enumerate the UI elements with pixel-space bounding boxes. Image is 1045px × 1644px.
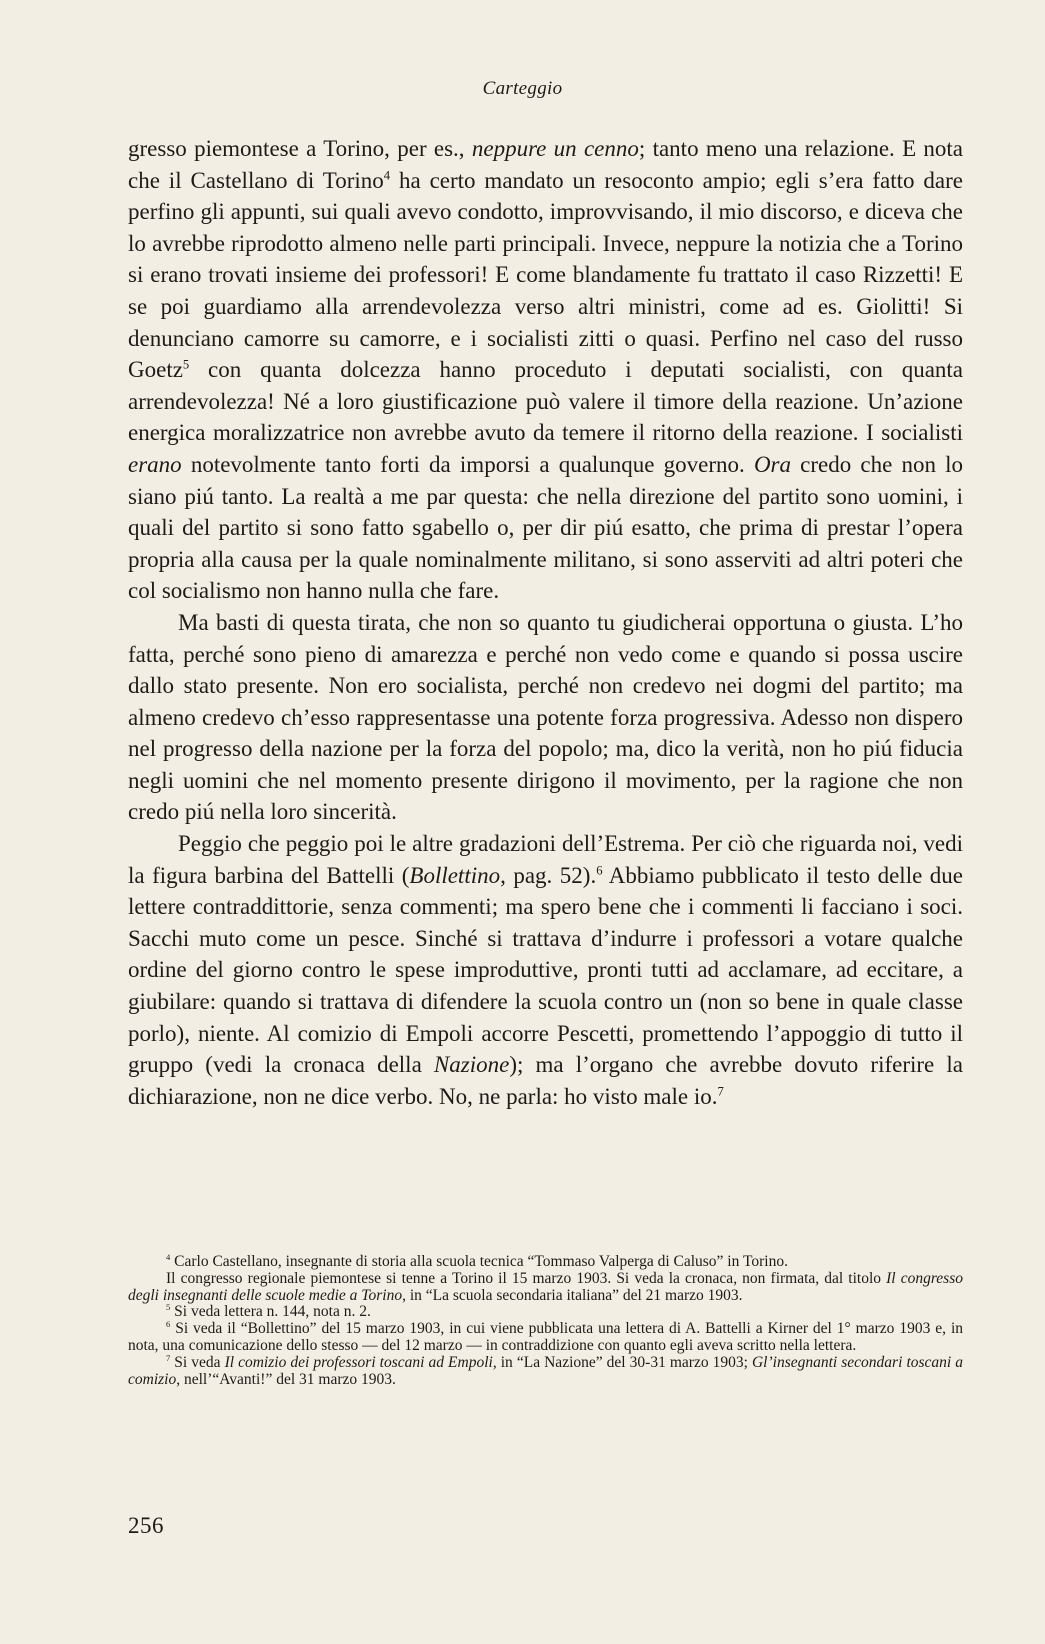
page-number: 256 [128,1513,164,1538]
footnote-mark: 5 [166,1302,171,1313]
footnote-text: , in “La Nazione” del 30-31 marzo 1903; [492,1353,752,1371]
italic-run: Ora [753,451,791,477]
footnote-5 [128,1304,963,1321]
text-run: Abbiamo pubblicato il testo delle due lettere contraddittorie, senza commenti; ma spero bene che i commenti li facciano i soci. Sacchi muto come un pesce. Sinché si trattava d’indurre i professori a votare qualche ordine del giorno contro le spese improduttive, pronti tutti ad acclamare, ad eccitare, a giubilare: quando si trattava di difendere la scuola contro un (non so bene in quale classe porlo), niente. Al comizio di Empoli accorre Pescetti, promettendo l’appoggio di tutto il gruppo (vedi la cronaca della [128,862,963,1078]
footnote-ref-6: 6 [596,863,603,877]
footnote-6 [128,1321,963,1355]
footnote-italic: Gl’insegnanti secondari toscani a comizio [128,1353,964,1388]
italic-run: Nazione [433,1052,510,1078]
footnote-ref-7: 7 [717,1084,724,1099]
footnote-italic: Il comizio dei professori toscani ad Empoli [224,1353,493,1371]
italic-run: Bollettino [409,862,501,888]
footnote-text: Si veda [170,1353,225,1371]
body-text [128,133,963,1112]
text-run: , pag. 52). [500,862,597,888]
footnote-text: , nell’“Avanti!” del 31 marzo 1903. [176,1370,396,1388]
running-head: Carteggio [482,78,563,99]
footnote-text: Si veda lettera n. 144, nota n. 2. [170,1303,371,1321]
footnote-mark: 6 [166,1319,171,1330]
footnote-text: Il congresso regionale piemontese si tenne a Torino il 15 marzo 1903. Si veda la cronaca, non firmata, dal titolo [166,1269,887,1287]
paragraph-3 [128,828,963,1112]
text-run: gresso piemontese a Torino, per es., [128,136,472,161]
text-run: credo che non lo siano piú tanto. La realtà a me par questa: che nella direzione del partito sono uomini, i quali del partito si sono fatto sgabello o, per dir piú esatto, che prima di prestar l’opera propria alla causa per la quale nominalmente militano, si sono asserviti ad altri poteri che col socialismo non hanno nulla che fare. [128,451,963,604]
footnote-text: Si veda il “Bollettino” del 15 marzo 1903, in cui viene pubblicata una lettera di A. Battelli a Kirner del 1° marzo 1903 e, in nota, una comunicazione dello stesso — del 12 marzo — in contraddizione con quanto egli aveva scritto nella lettera. [128,1320,963,1354]
footnote-text: , in “La scuola secondaria italiana” del 21 marzo 1903. [402,1286,743,1304]
footnote-7 [128,1352,964,1389]
footnote-mark: 7 [166,1352,171,1363]
italic-run: neppure un cenno [471,136,639,161]
italic-run: erano [128,451,182,477]
text-run: con quanta dolcezza hanno proceduto i deputati socialisti, con quanta arrendevolezza! Né a loro giustificazione può valere il timore della reazione. Un’azione energica moralizzatrice non avrebbe avuto da temere il ritorno della reazione. I socialisti [128,357,963,446]
text-run: ; tanto meno una relazione. E nota che il Castellano di Torino [128,136,964,193]
footnote-ref-4: 4 [383,167,391,182]
footnotes [128,1251,964,1388]
paragraph-2: Ma basti di questa tirata, che non so quanto tu giudicherai opportuna o giusta. L’ho fatta, perché sono pieno di amarezza e perché non vedo come e quando si possa uscire dallo stato presente. Non ero socialista, perché non credevo nei dogmi del partito; ma almeno credevo ch’esso rappresentasse una potente forza progressiva. Adesso non dispero nel progresso della nazione per la forza del popolo; ma, dico la verità, non ho piú fiducia negli uomini che nel momento presente dirigono il movimento, per la ragione che non credo piú nella loro sincerità. [128,609,963,825]
footnote-mark: 4 [166,1251,171,1262]
footnote-italic: Il congresso degli insegnanti delle scuole medie a Torino [128,1269,963,1304]
footnote-ref-5: 5 [182,357,190,372]
footnote-text: Carlo Castellano, insegnante di storia alla scuola tecnica “Tommaso Valperga di Caluso” in Torino. [170,1253,788,1270]
footnote-4-continued [128,1271,963,1305]
text-run: Peggio che peggio poi le altre gradazioni dell’Estrema. Per ciò che riguarda noi, vedi la figura barbina del Battelli ( [128,831,963,888]
text-run: notevolmente tanto forti da imporsi a qualunque governo. [181,451,754,477]
text-run: ); ma l’organo che avrebbe dovuto riferire la dichiarazione, non ne dice verbo. No, ne parla: ho visto male io. [128,1052,963,1109]
footnote-4 [128,1251,963,1271]
text-run: ha certo mandato un resoconto ampio; egli s’era fatto dare perfino gli appunti, sui quali avevo condotto, improvvisando, il mio discorso, e diceva che lo avrebbe riprodotto almeno nelle parti principali. Invece, neppure la notizia che a Torino si erano trovati insieme dei professori! E come blandamente fu trattato il caso Rizzetti! E se poi guardiamo alla arrendevolezza verso altri ministri, come ad es. Giolitti! Si denunciano camorre su camorre, e i socialisti zitti o quasi. Perfino nel caso del russo Goetz [128,167,963,383]
paragraph-1 [128,133,963,607]
